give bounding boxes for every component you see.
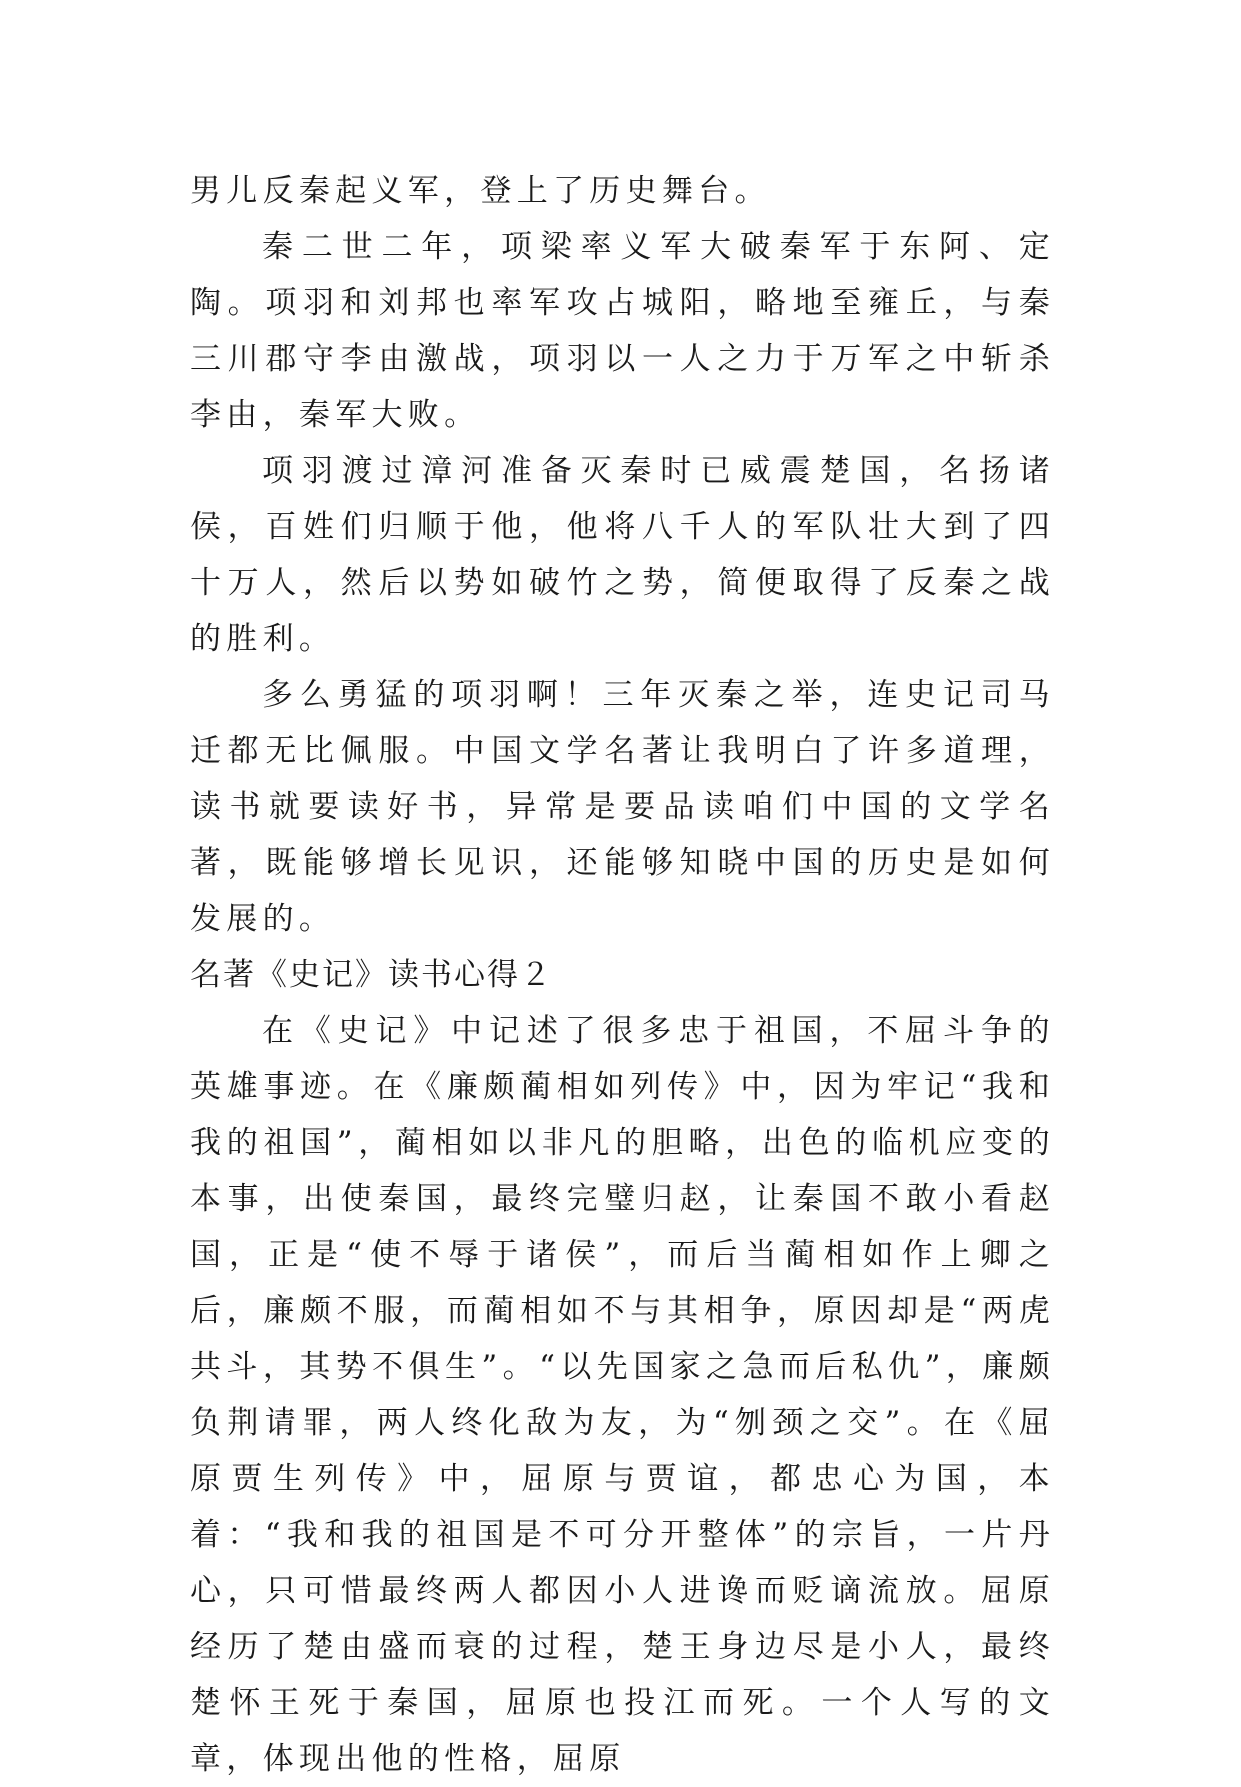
paragraph-conclusion: 多么勇猛的项羽啊！三年灭秦之举，连史记司马迁都无比佩服。中国文学名著让我明白了许多道理，读书就要读好书，异常是要品读咱们中国的文学名著，既能够增长见识，还能够知晓中国的历史是如何发展的。 [190,677,1055,937]
paragraph-xiang-yu-zhang-river: 项羽渡过漳河准备灭秦时已威震楚国，名扬诸侯，百姓们归顺于他，他将八千人的军队壮大到了四十万人，然后以势如破竹之势，简便取得了反秦之战的胜利。 [190,453,1055,657]
paragraph-xiang-liang: 秦二世二年，项梁率义军大破秦军于东阿、定陶。项羽和刘邦也率军攻占城阳，略地至雍丘，与秦三川郡守李由激战，项羽以一人之力于万军之中斩杀李由，秦军大败。 [190,229,1055,433]
section-title: 名著《史记》读书心得２ [190,957,553,993]
document-body [190,163,1055,1787]
paragraph-section-2: 在《史记》中记述了很多忠于祖国，不屈斗争的英雄事迹。在《廉颇蔺相如列传》中，因为牢记“我和我的祖国”，蔺相如以非凡的胆略，出色的临机应变的本事，出使秦国，最终完璧归赵，让秦国不敢小看赵国，正是“使不辱于诸侯”，而后当蔺相如作上卿之后，廉颇不服，而蔺相如不与其相争，原因却是“两虎共斗，其势不俱生”。“以先国家之急而后私仇”，廉颇负荆请罪，两人终化敌为友，为“刎颈之交”。在《屈原贾生列传》中，屈原与贾谊，都忠心为国，本着：“我和我的祖国是不可分开整体”的宗旨，一片丹心，只可惜最终两人都因小人进谗而贬谪流放。屈原经历了楚由盛而衰的过程，楚王身边尽是小人，最终楚怀王死于秦国，屈原也投江而死。一个人写的文章，体现出他的性格，屈原 [190,1013,1055,1777]
paragraph-continuation: 男儿反秦起义军，登上了历史舞台。 [190,173,771,209]
